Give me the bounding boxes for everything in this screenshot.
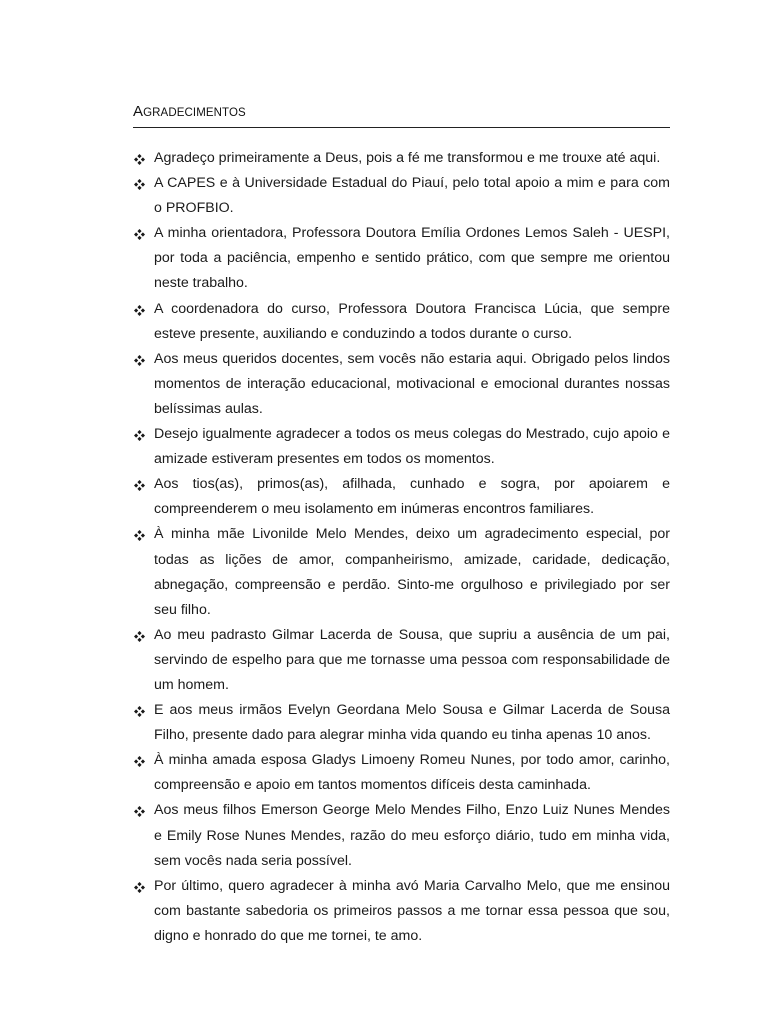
four-diamond-bullet-icon: [134, 756, 145, 767]
list-item: [133, 422, 670, 472]
document-page: [133, 103, 670, 949]
four-diamond-bullet-icon: [134, 530, 145, 541]
four-diamond-bullet-icon: [134, 806, 145, 817]
list-item-text: A CAPES e à Universidade Estadual do Piauí, pelo total apoio a mim e para com o PROFBIO.: [154, 175, 670, 217]
four-diamond-bullet-icon: [134, 480, 145, 491]
four-diamond-bullet-icon: [134, 882, 145, 893]
list-item: [133, 522, 670, 622]
list-item-text: A minha orientadora, Professora Doutora Emília Ordones Lemos Saleh - UESPI, por toda a paciência, empenho e sentido prático, com que sempre me orientou neste trabalho.: [154, 225, 670, 292]
page-title: [133, 103, 670, 128]
list-item-text: Por último, quero agradecer à minha avó Maria Carvalho Melo, que me ensinou com bastante sabedoria os primeiros passos a me tornar essa pessoa que sou, digno e honrado do que me tornei, te amo.: [154, 877, 670, 944]
list-item-text: A coordenadora do curso, Professora Doutora Francisca Lúcia, que sempre esteve presente, auxiliando e conduzindo a todos durante o curso.: [154, 300, 670, 342]
four-diamond-bullet-icon: [134, 229, 145, 240]
page-title-rest: GRADECIMENTOS: [143, 107, 246, 119]
four-diamond-bullet-icon: [134, 179, 145, 190]
four-diamond-bullet-icon: [134, 355, 145, 366]
page-title-initial: A: [133, 103, 144, 120]
list-item-text: Aos meus queridos docentes, sem vocês não estaria aqui. Obrigado pelos lindos momentos de interação educacional, motivacional e emocional durantes nossas belíssimas aulas.: [154, 350, 670, 417]
list-item: [133, 874, 670, 949]
list-item-text: E aos meus irmãos Evelyn Geordana Melo Sousa e Gilmar Lacerda de Sousa Filho, presente dado para alegrar minha vida quando eu tinha apenas 10 anos.: [154, 702, 670, 744]
list-item: [133, 698, 670, 748]
list-item: [133, 221, 670, 296]
list-item: [133, 297, 670, 347]
list-item: [133, 146, 670, 171]
acknowledgements-list: [133, 146, 670, 949]
list-item: [133, 623, 670, 698]
list-item: [133, 347, 670, 422]
list-item-text: À minha mãe Livonilde Melo Mendes, deixo um agradecimento especial, por todas as lições de amor, companheirismo, amizade, caridade, dedicação, abnegação, compreensão e perdão. Sinto-me orgulhoso e privilegiado por ser seu filho.: [154, 526, 670, 618]
list-item: [133, 798, 670, 873]
four-diamond-bullet-icon: [134, 305, 145, 316]
list-item-text: À minha amada esposa Gladys Limoeny Romeu Nunes, por todo amor, carinho, compreensão e apoio em tantos momentos difíceis desta caminhada.: [154, 752, 670, 794]
list-item-text: Aos tios(as), primos(as), afilhada, cunhado e sogra, por apoiarem e compreenderem o meu isolamento em inúmeras encontros familiares.: [154, 476, 670, 518]
list-item-text: Ao meu padrasto Gilmar Lacerda de Sousa, que supriu a ausência de um pai, servindo de espelho para que me tornasse uma pessoa com responsabilidade de um homem.: [154, 626, 670, 693]
list-item: [133, 472, 670, 522]
list-item-text: Desejo igualmente agradecer a todos os meus colegas do Mestrado, cujo apoio e amizade estiveram presentes em todos os momentos.: [154, 426, 670, 468]
list-item: [133, 171, 670, 221]
four-diamond-bullet-icon: [134, 430, 145, 441]
four-diamond-bullet-icon: [134, 154, 145, 165]
list-item: [133, 748, 670, 798]
list-item-text: Agradeço primeiramente a Deus, pois a fé me transformou e me trouxe até aqui.: [154, 150, 661, 166]
list-item-text: Aos meus filhos Emerson George Melo Mendes Filho, Enzo Luiz Nunes Mendes e Emily Rose Nunes Mendes, razão do meu esforço diário, tudo em minha vida, sem vocês nada seria possível.: [154, 802, 670, 869]
four-diamond-bullet-icon: [134, 706, 145, 717]
four-diamond-bullet-icon: [134, 631, 145, 642]
